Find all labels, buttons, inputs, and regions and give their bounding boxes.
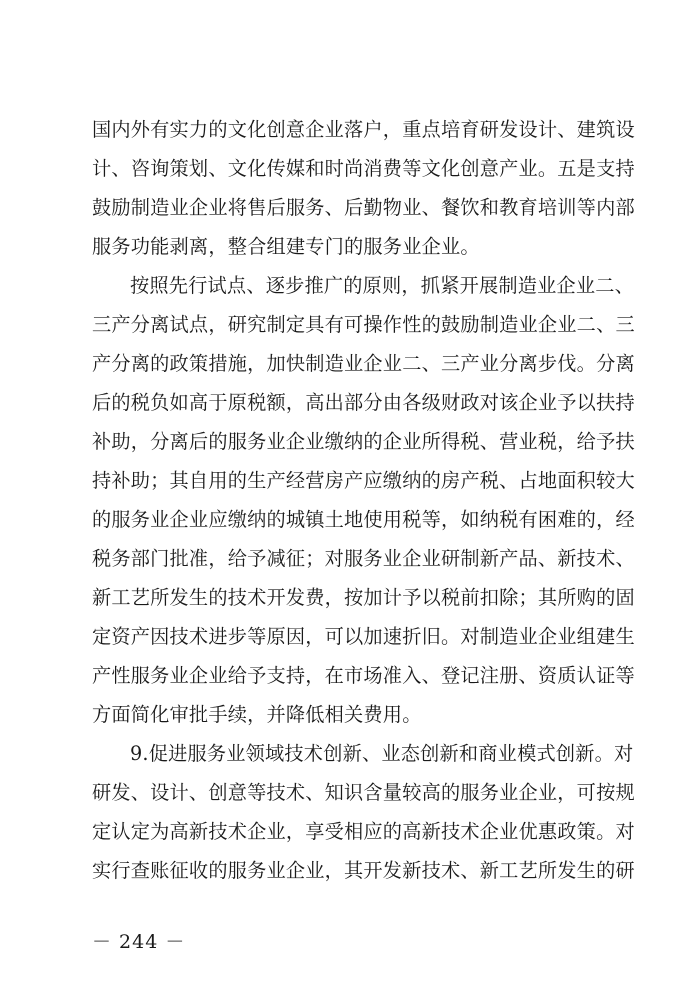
page-number: － 244 － — [92, 931, 186, 953]
text-line: 定认定为高新技术企业，享受相应的高新技术企业优惠政策。对 — [92, 820, 635, 843]
text-line: 三产分离试点，研究制定具有可操作性的鼓励制造业企业二、三 — [92, 313, 635, 336]
text-line: 税务部门批准，给予减征；对服务业企业研制新产品、新技术、 — [92, 547, 635, 570]
text-line: 的服务业企业应缴纳的城镇土地使用税等，如纳税有困难的，经 — [92, 508, 635, 531]
text-line: 国内外有实力的文化创意企业落户，重点培育研发设计、建筑设 — [92, 118, 635, 141]
text-line: 实行查账征收的服务业企业，其开发新技术、新工艺所发生的研 — [92, 859, 635, 882]
text-line: 补助，分离后的服务业企业缴纳的企业所得税、营业税，给予扶 — [92, 430, 635, 453]
paragraph-first-line: 按照先行试点、逐步推广的原则，抓紧开展制造业企业二、 — [130, 274, 635, 297]
text-line: 方面简化审批手续，并降低相关费用。 — [92, 703, 422, 726]
text-line: 服务功能剥离，整合组建专门的服务业企业。 — [92, 235, 480, 258]
paragraph-first-line: 9.促进服务业领域技术创新、业态创新和商业模式创新。对 — [130, 742, 634, 765]
text-line: 定资产因技术进步等原因，可以加速折旧。对制造业企业组建生 — [92, 625, 635, 648]
text-line: 计、咨询策划、文化传媒和时尚消费等文化创意产业。五是支持 — [92, 157, 635, 180]
text-line: 新工艺所发生的技术开发费，按加计予以税前扣除；其所购的固 — [92, 586, 635, 609]
text-line: 产分离的政策措施，加快制造业企业二、三产业分离步伐。分离 — [92, 352, 635, 375]
text-line: 产性服务业企业给予支持，在市场准入、登记注册、资质认证等 — [92, 664, 635, 687]
text-line: 鼓励制造业企业将售后服务、后勤物业、餐饮和教育培训等内部 — [92, 196, 635, 219]
text-line: 研发、设计、创意等技术、知识含量较高的服务业企业，可按规 — [92, 781, 635, 804]
text-line: 持补助；其自用的生产经营房产应缴纳的房产税、占地面积较大 — [92, 469, 635, 492]
text-line: 后的税负如高于原税额，高出部分由各级财政对该企业予以扶持 — [92, 391, 635, 414]
